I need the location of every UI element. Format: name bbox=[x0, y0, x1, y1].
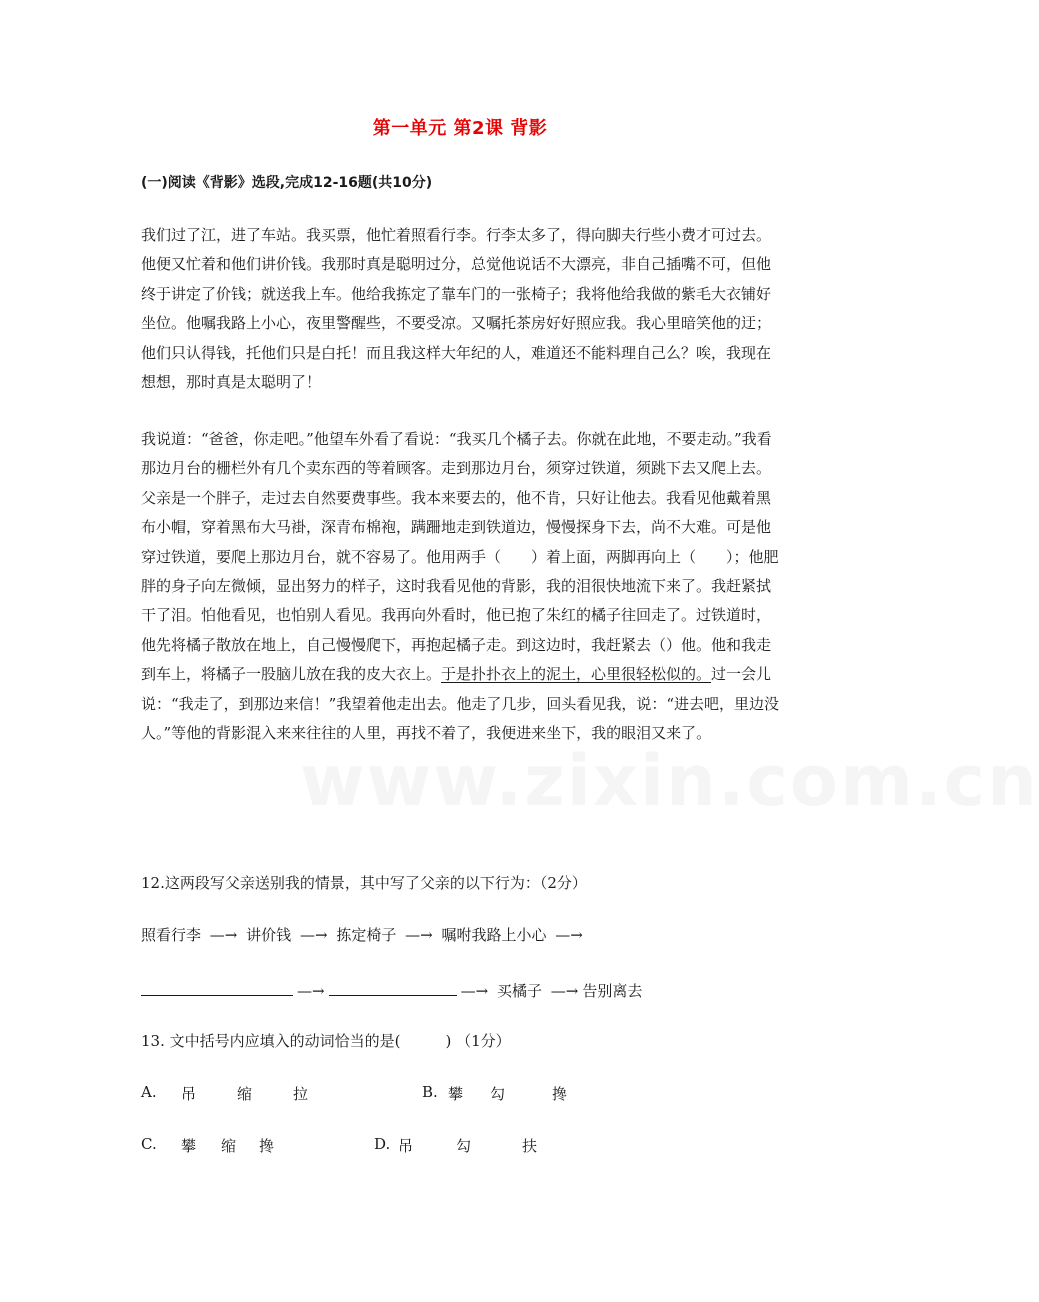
behavior-flow-line-2 bbox=[141, 979, 801, 1001]
watermark: www.zixin.com.cn bbox=[300, 740, 1039, 822]
question-13-prompt: 13. 文中括号内应填入的动词恰当的是( ) （1分） bbox=[141, 1032, 511, 1050]
option-c-word: 搀 bbox=[259, 1137, 275, 1155]
reading-paragraph-2 bbox=[141, 425, 781, 748]
arrow-icon: —→ bbox=[209, 926, 238, 944]
arrow-icon: —→ bbox=[555, 926, 583, 944]
option-b-word: 攀 bbox=[448, 1085, 464, 1103]
behavior-flow-line-1 bbox=[141, 924, 801, 945]
answer-blank-2[interactable] bbox=[329, 979, 457, 996]
answer-blank-1[interactable] bbox=[141, 979, 293, 996]
option-c-word: 缩 bbox=[221, 1137, 237, 1155]
paragraph-2-text-end: 过一会儿说：“我走了，到那边来信！”我望着他走出去。他走了几步，回头看见我，说：“进去吧，里边没人。”等他的背影混入来来往往的人里，再找不着了，我便进来坐下，我的眼泪又来了。 bbox=[141, 665, 780, 743]
section-heading: (一)阅读《背影》选段,完成12-16题(共10分) bbox=[141, 175, 433, 191]
option-b-letter: B. bbox=[422, 1083, 438, 1101]
option-a-letter: A. bbox=[141, 1083, 157, 1101]
behavior-step: 买橘子 bbox=[496, 981, 542, 1000]
arrow-icon: —→ bbox=[550, 981, 579, 1000]
option-c-letter: C. bbox=[141, 1135, 157, 1153]
arrow-icon: —→ bbox=[460, 981, 489, 1000]
behavior-step: 讲价钱 bbox=[246, 926, 292, 944]
option-d-word: 勾 bbox=[456, 1137, 472, 1155]
option-b-word: 搀 bbox=[552, 1085, 568, 1103]
document-title: 第一单元 第2课 背影 bbox=[372, 118, 548, 139]
option-a-word: 拉 bbox=[293, 1085, 309, 1103]
paragraph-2-text: 我说道：“爸爸，你走吧。”他望车外看了看说：“我买几个橘子去。你就在此地，不要走动。”我看那边月台的栅栏外有几个卖东西的等着顾客。走到那边月台，须穿过铁道，须跳下去又爬上去。父亲是一个胖子，走过去自然要费事些。我本来要去的，他不肯，只好让他去。我看见他戴着黑布小帽，穿着黑布大马褂，深青布棉袍，蹒跚地走到铁道边，慢慢探身下去，尚不大难。可是他穿过铁道，要爬上那边月台，就不容易了。他用两手（ ）着上面，两脚再向上（ ）；他肥胖的身子向左微倾，显出努力的样子，这时我看见他的背影，我的泪很快地流下来了。我赶紧拭干了泪。怕他看见，也怕别人看见。我再向外看时，他已抱了朱红的橘子往回走了。过铁道时，他先将橘子散放在地上，自己慢慢爬下，再抱起橘子走。到这边时，我赶紧去（）他。他和我走到车上，将橘子一股脑儿放在我的皮大衣上。 bbox=[141, 430, 779, 684]
reading-paragraph-1: 我们过了江，进了车站。我买票，他忙着照看行李。行李太多了，得向脚夫行些小费才可过去。他便又忙着和他们讲价钱。我那时真是聪明过分，总觉他说话不大漂亮，非自己插嘴不可，但他终于讲定了价钱；就送我上车。他给我拣定了靠车门的一张椅子；我将他给我做的紫毛大衣铺好坐位。他嘱我路上小心，夜里警醒些，不要受凉。又嘱托茶房好好照应我。我心里暗笑他的迂；他们只认得钱，托他们只是白托！而且我这样大年纪的人，难道还不能料理自己么？唉，我现在想想，那时真是太聪明了！ bbox=[141, 226, 772, 392]
question-12-prompt: 12.这两段写父亲送别我的情景，其中写了父亲的以下行为：（2分） bbox=[141, 874, 587, 892]
behavior-step: 嘱咐我路上小心 bbox=[441, 926, 547, 944]
behavior-step: 告别离去 bbox=[582, 981, 643, 1000]
behavior-step: 拣定椅子 bbox=[336, 926, 397, 944]
arrow-icon: —→ bbox=[299, 926, 328, 944]
option-d-letter: D. bbox=[374, 1135, 391, 1153]
underlined-sentence: 于是扑扑衣上的泥土，心里很轻松似的。 bbox=[441, 665, 712, 684]
option-c-word: 攀 bbox=[181, 1137, 197, 1155]
arrow-icon: —→ bbox=[297, 981, 325, 1000]
arrow-icon: —→ bbox=[405, 926, 433, 944]
option-d-word: 吊 bbox=[398, 1137, 414, 1155]
option-d-word: 扶 bbox=[522, 1137, 538, 1155]
behavior-step: 照看行李 bbox=[141, 926, 202, 944]
option-a-word: 吊 bbox=[181, 1085, 197, 1103]
option-a-word: 缩 bbox=[237, 1085, 253, 1103]
option-b-word: 勾 bbox=[490, 1085, 506, 1103]
